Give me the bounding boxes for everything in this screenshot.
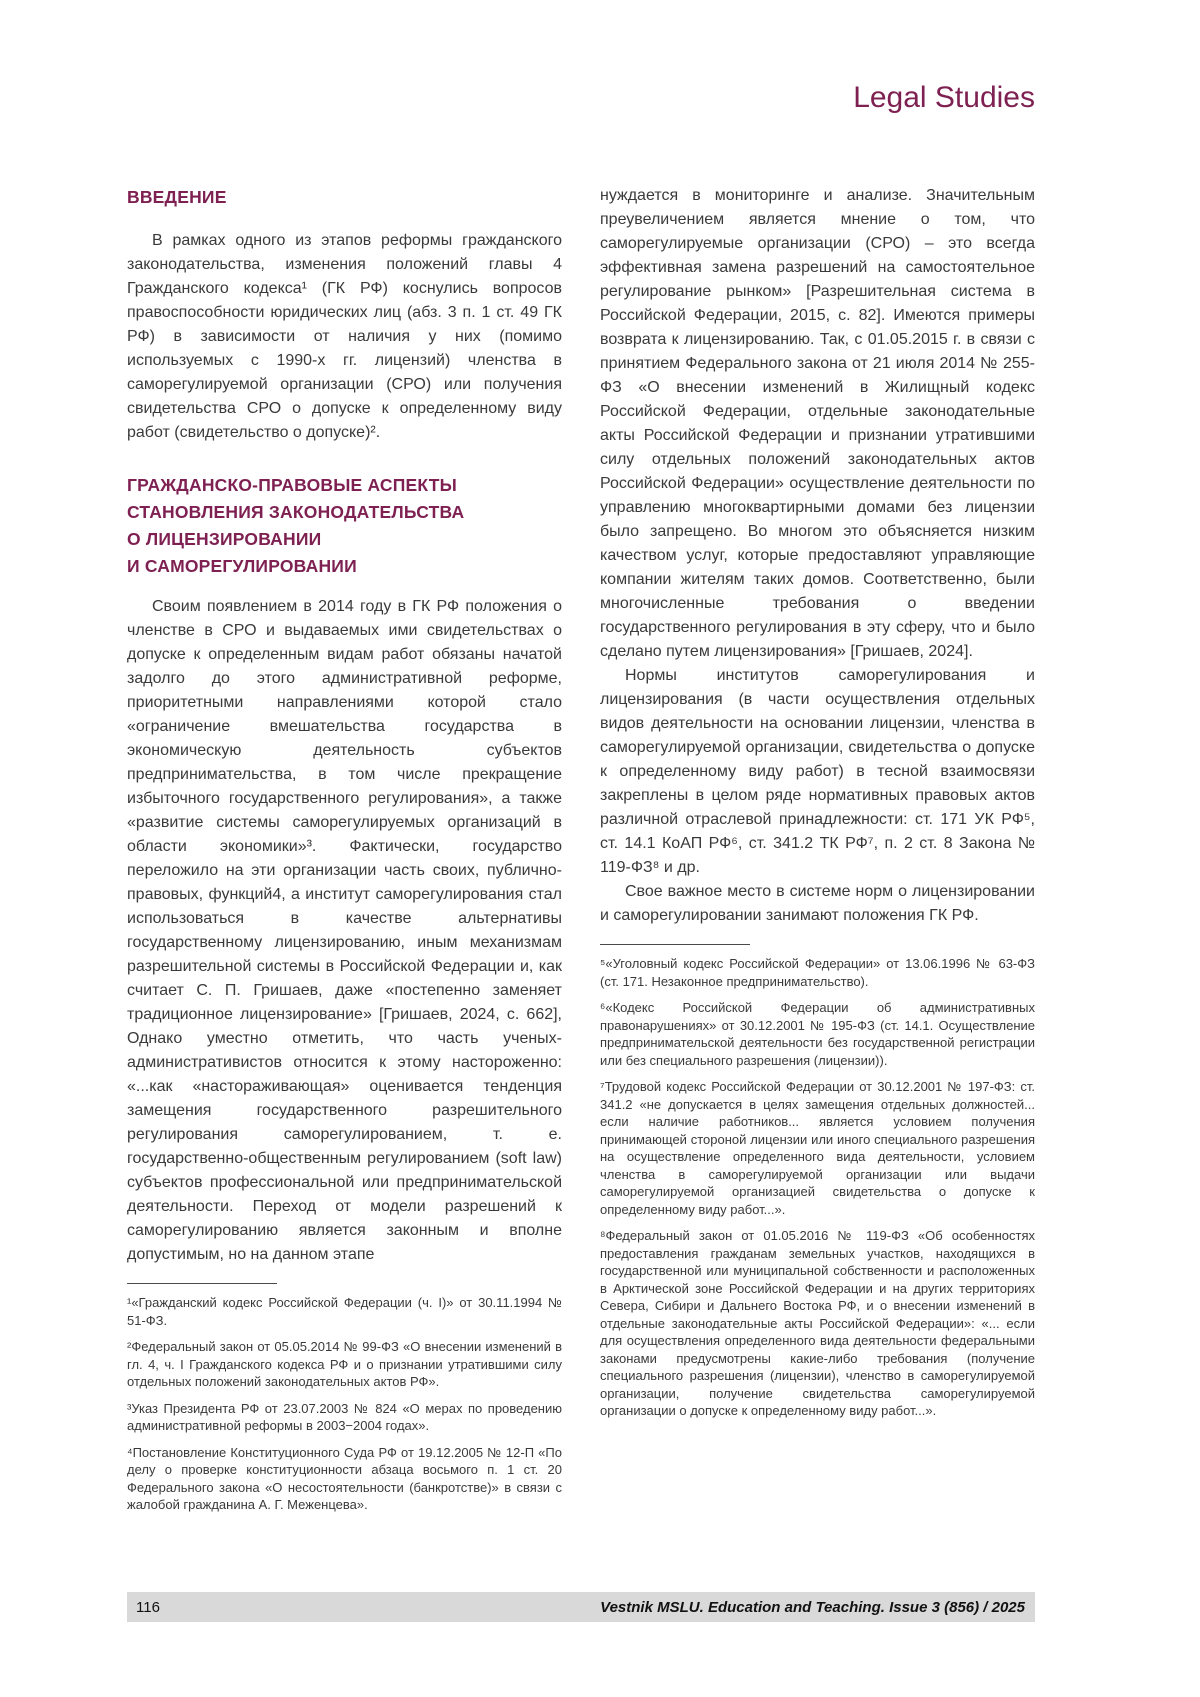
page-footer	[127, 1592, 1035, 1622]
heading-introduction: ВВЕДЕНИЕ	[127, 187, 227, 207]
right-footnotes-block	[600, 944, 1035, 1420]
footnote-2: ²Федеральный закон от 05.05.2014 № 99-ФЗ «О внесении изменений в гл. 4, ч. I Гражданского кодекса РФ и о признании утратившими силу отдельных положений законодательных актов РФ».	[127, 1339, 562, 1389]
right-column	[600, 184, 1035, 1429]
footnote-8: ⁸Федеральный закон от 01.05.2016 № 119-ФЗ «Об особенностях предоставления гражданам земельных участков, находящихся в государственной или муниципальной собственности и расположенных в Арктической зоне Российской Федерации и на других территориях Севера, Сибири и Дальнего Востока РФ, и о внесении изменений в отдельные законодательные акты Российской Федерации»: «... если для осуществления определенного вида деятельности федеральными законами предусмотрены какие-либо требования (получение специального разрешения (лицензии), членство в саморегулируемой организации, получение свидетельства саморегулируемой организации о допуске к определенному виду работ...».	[600, 1228, 1035, 1418]
footnote-6: ⁶«Кодекс Российской Федерации об административных правонарушениях» от 30.12.2001 № 195-ФЗ (ст. 14.1. Осуществление предпринимательской деятельности без государственной регистрации или без специального разрешения (лицензии)).	[600, 1000, 1035, 1068]
footnote-5: ⁵«Уголовный кодекс Российской Федерации» от 13.06.1996 № 63-ФЗ (ст. 171. Незаконное предпринимательство).	[600, 956, 1035, 989]
footnote-separator-right	[600, 944, 750, 945]
footnote-4: ⁴Постановление Конституционного Суда РФ от 19.12.2005 № 12-П «По делу о проверке конституционности абзаца восьмого п. 1 ст. 20 Федерального закона «О несостоятельности (банкротстве)» в связи с жалобой гражданина А. Г. Меженцева».	[127, 1444, 562, 1512]
paragraph-introduction: В рамках одного из этапов реформы гражданского законодательства, изменения положений главы 4 Гражданского кодекса¹ (ГК РФ) коснулись вопросов правоспособности юридических лиц (абз. 3 п. 1 ст. 49 ГК РФ) в зависимости от наличия у них (помимо используемых с 1990-х гг. лицензий) членства в саморегулируемой организации (СРО) или получения свидетельства СРО о допуске к определенному виду работ (свидетельство о допуске)².	[127, 232, 562, 441]
paragraph-gk-rf: Свое важное место в системе норм о лицензировании и саморегулировании занимают положения ГК РФ.	[600, 883, 1035, 924]
footnote-1: ¹«Гражданский кодекс Российской Федерации (ч. I)» от 30.11.1994 № 51-ФЗ.	[127, 1295, 562, 1328]
footnote-3: ³Указ Президента РФ от 23.07.2003 № 824 «О мерах по проведению административной реформы в 2003−2004 годах».	[127, 1400, 562, 1433]
heading-civil-law-aspects: ГРАЖДАНСКО-ПРАВОВЫЕ АСПЕКТЫ СТАНОВЛЕНИЯ ЗАКОНОДАТЕЛЬСТВА О ЛИЦЕНЗИРОВАНИИ И САМОРЕГУЛИРОВАНИИ	[127, 475, 465, 576]
journal-citation: Vestnik MSLU. Education and Teaching. Issue 3 (856) / 2025	[600, 1598, 1025, 1616]
page-number: 116	[136, 1598, 160, 1616]
paragraph-main: Своим появлением в 2014 году в ГК РФ положения о членстве в СРО и выдаваемых ими свидетельствах о допуске к определенным видам работ обязаны начатой задолго до этого административной реформе, приоритетными направлениями которой стало «ограничение вмешательства государства в экономическую деятельность субъектов предпринимательства, в том числе прекращение избыточного государственного регулирования», а также «развитие системы саморегулируемых организаций в области экономики»³. Фактически, государство переложило на эти организации часть своих, публично-правовых, функций4, а институт саморегулирования стал использоваться в качестве альтернативы государственному лицензированию, иным механизмам разрешительной системы в Российской Федерации и, как считает С. П. Гришаев, даже «постепенно заменяет традиционное лицензирование» [Гришаев, 2024, с. 662], Однако уместно отметить, что часть ученых-административистов относится к этому настороженно: «...как «настораживающая» оценивается тенденция замещения государственного разрешительного регулирования саморегулированием, т. е. государственно-общественным регулированием (soft law) субъектов профессиональной или предпринимательской деятельности. Переход от модели разрешений к саморегулированию является законным и вполне допустимым, но на данном этапе	[127, 598, 562, 1263]
footnote-separator-left	[127, 1283, 277, 1284]
journal-section-title: Legal Studies	[853, 81, 1035, 114]
left-column	[127, 184, 562, 1523]
left-footnotes-block	[127, 1283, 562, 1514]
two-column-content	[127, 184, 1035, 1523]
footnote-7: ⁷Трудовой кодекс Российской Федерации от 30.12.2001 № 197-ФЗ: ст. 341.2 «не допускается в целях замещения отдельных должностей... если наличие работников... является условием получения принимающей стороной лицензии или иного специального разрешения на осуществление определенного вида деятельности, условием членства в саморегулируемой организации или выдачи саморегулируемой организацией свидетельства о допуске к определенному виду работ...».	[600, 1079, 1035, 1217]
paragraph-norms: Нормы институтов саморегулирования и лицензирования (в части осуществления отдельных видов деятельности на основании лицензии, членства в саморегулируемой организации, свидетельства о допуске к определенному виду работ) в тесной взаимосвязи закреплены в целом ряде нормативных правовых актов различной отраслевой принадлежности: ст. 171 УК РФ⁵, ст. 14.1 КоАП РФ⁶, ст. 341.2 ТК РФ⁷, п. 2 ст. 8 Закона № 119-ФЗ⁸ и др.	[600, 667, 1035, 876]
paragraph-continuation: нуждается в мониторинге и анализе. Значительным преувеличением является мнение о том, что саморегулируемые организации (СРО) – это всегда эффективная замена разрешений на самостоятельное регулирование рынком» [Разрешительная система в Российской Федерации, 2015, с. 82]. Имеются примеры возврата к лицензированию. Так, с 01.05.2015 г. в связи с принятием Федерального закона от 21 июля 2014 № 255-ФЗ «О внесении изменений в Жилищный кодекс Российской Федерации, отдельные законодательные акты Российской Федерации и признании утратившими силу отдельных положений законодательных актов Российской Федерации» осуществление деятельности по управлению многоквартирными домами без лицензии было запрещено. Во многом это объясняется низким качеством услуг, которые предоставляют управляющие компании жителям таких домов. Соответственно, были многочисленные требования о введении государственного регулирования в эту сферу, что и было сделано путем лицензирования» [Гришаев, 2024].	[600, 187, 1035, 660]
